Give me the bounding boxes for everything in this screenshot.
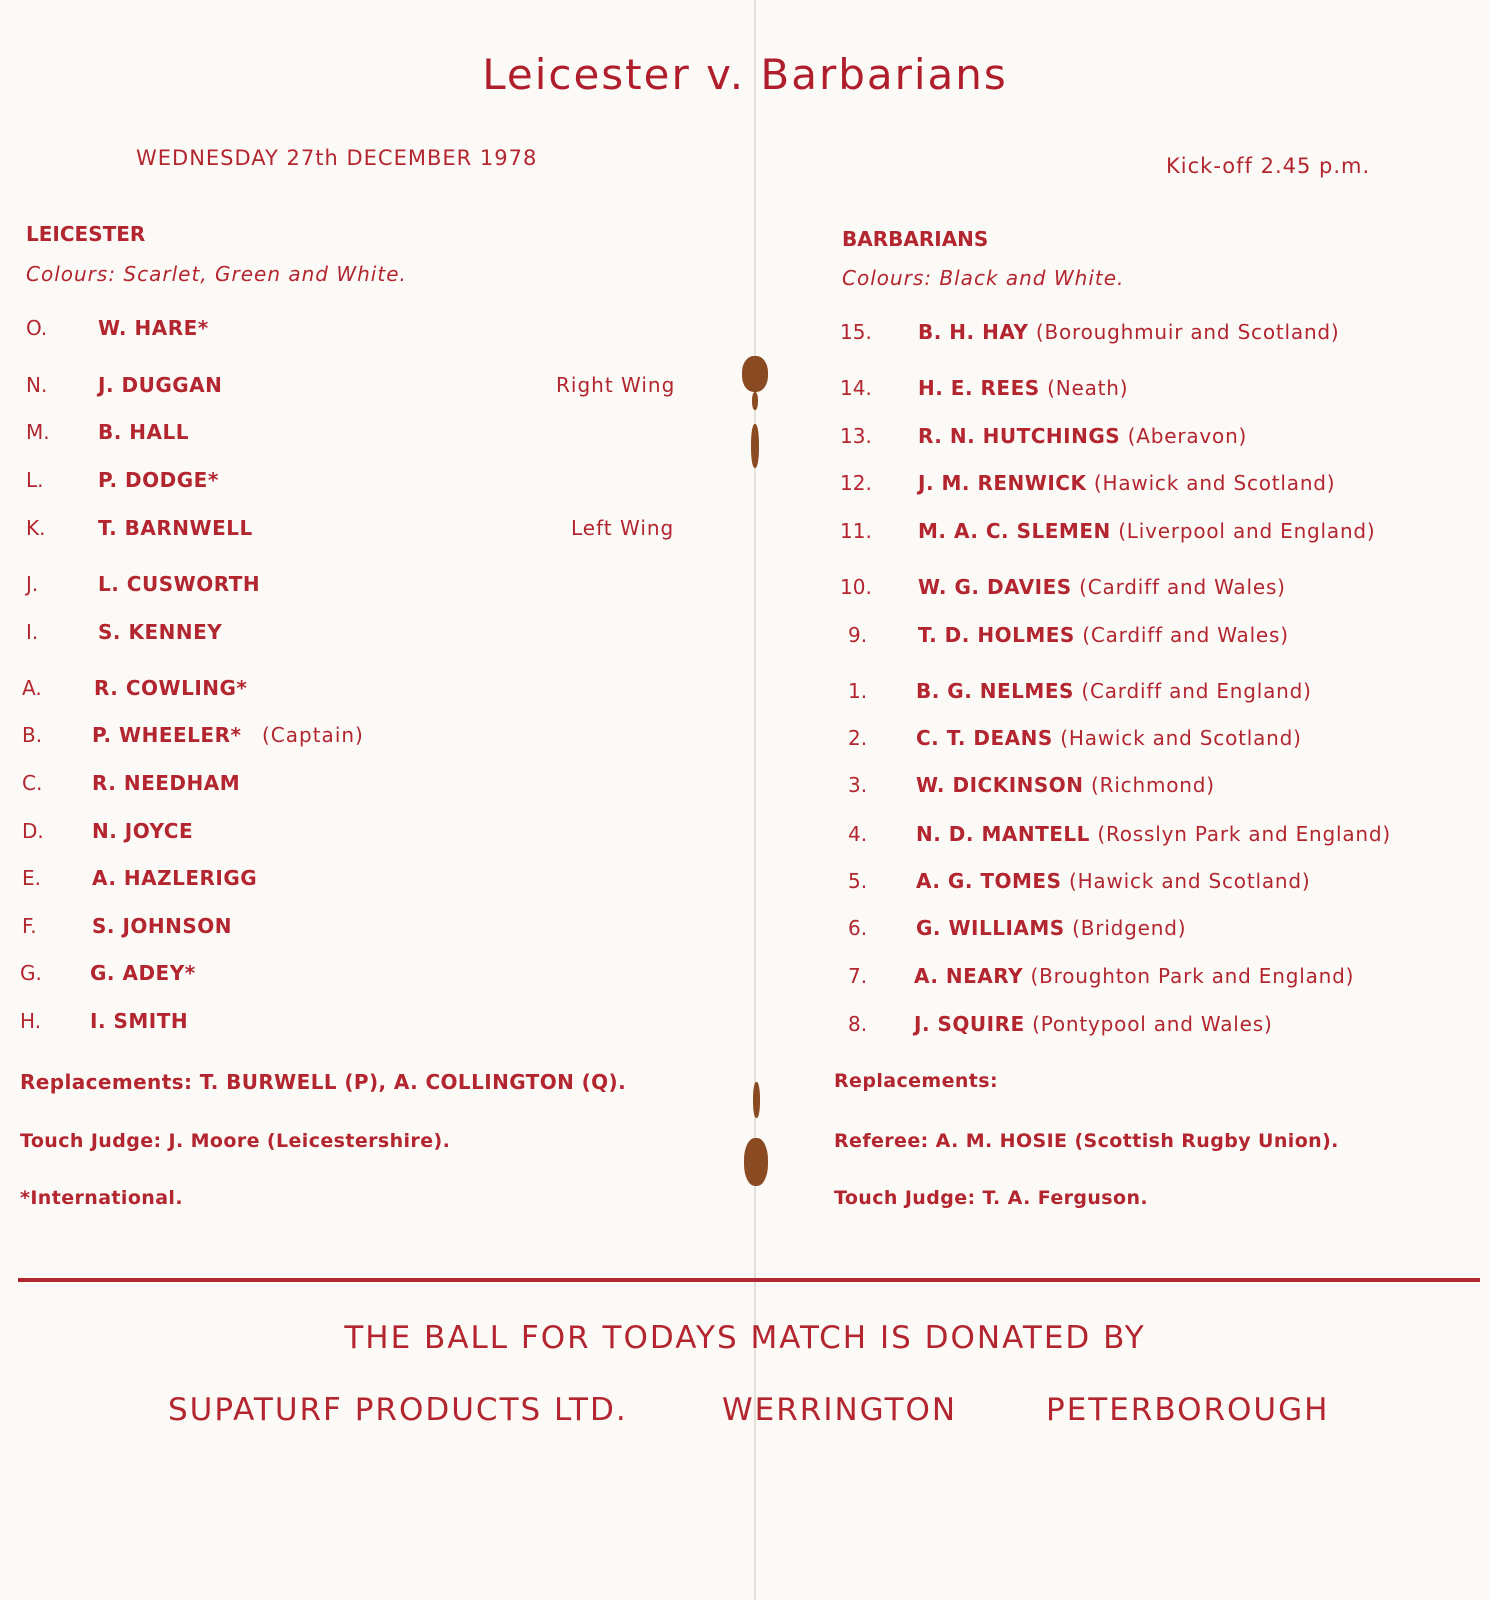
player-name [918, 575, 1286, 599]
player-name [916, 679, 1312, 703]
barbarians-player-row [838, 679, 1478, 709]
barbarians-colours: Colours: Black and White. [842, 266, 1125, 290]
player-position: B. [22, 723, 43, 747]
player-name-text: W. G. DAVIES [918, 575, 1072, 599]
player-position: O. [26, 316, 48, 340]
player-club: (Rosslyn Park and England) [1097, 822, 1392, 846]
player-position: K. [26, 516, 46, 540]
kickoff-time: Kick-off 2.45 p.m. [1166, 154, 1371, 178]
leicester-player-row [20, 961, 720, 991]
player-name [916, 916, 1186, 940]
player-name-text: J. SQUIRE [914, 1012, 1025, 1036]
player-number: 2. [848, 726, 868, 750]
player-position: D. [22, 819, 44, 843]
barbarians-touch-judge: Touch Judge: T. A. Ferguson. [834, 1187, 1149, 1209]
player-name-text: N. D. MANTELL [916, 822, 1090, 846]
player-club: (Hawick and Scotland) [1060, 726, 1302, 750]
player-name: I. SMITH [90, 1009, 189, 1033]
player-position: J. [26, 572, 39, 596]
player-name-text: M. A. C. SLEMEN [918, 519, 1111, 543]
barbarians-player-row [840, 320, 1480, 350]
barbarians-player-row [840, 519, 1480, 549]
leicester-player-row [26, 516, 726, 546]
player-name-text: G. WILLIAMS [916, 916, 1065, 940]
player-name [918, 320, 1340, 344]
player-club: (Broughton Park and England) [1030, 964, 1355, 988]
player-name: R. COWLING* [94, 676, 248, 700]
player-name [914, 1012, 1273, 1036]
international-footnote: *International. [20, 1187, 183, 1209]
player-name: A. HAZLERIGG [92, 866, 258, 890]
player-number: 15. [840, 320, 872, 344]
fold-crease [754, 0, 756, 1600]
player-name: R. NEEDHAM [92, 771, 241, 795]
player-number: 7. [848, 964, 868, 988]
player-number: 6. [848, 916, 868, 940]
player-number: 13. [840, 424, 872, 448]
barbarians-player-row [838, 869, 1478, 899]
leicester-player-row [20, 1009, 720, 1039]
player-note: Right Wing [556, 373, 676, 397]
leicester-colours: Colours: Scarlet, Green and White. [26, 262, 407, 286]
player-position: I. [26, 620, 39, 644]
player-name: N. JOYCE [92, 819, 194, 843]
staple-bottom [744, 1138, 768, 1186]
barbarians-player-row [838, 916, 1478, 946]
player-number: 9. [848, 623, 868, 647]
leicester-player-row [26, 316, 726, 346]
player-number: 5. [848, 869, 868, 893]
player-club: (Richmond) [1091, 773, 1215, 797]
divider-rule [18, 1278, 1480, 1282]
leicester-player-row [22, 819, 722, 849]
leicester-player-row [22, 866, 722, 896]
leicester-player-row [22, 723, 722, 753]
referee: Referee: A. M. HOSIE (Scottish Rugby Union). [834, 1130, 1339, 1152]
player-club: (Pontypool and Wales) [1032, 1012, 1273, 1036]
barbarians-player-row [840, 471, 1480, 501]
barbarians-player-row [840, 623, 1480, 653]
leicester-player-row [26, 468, 726, 498]
player-position: N. [26, 373, 48, 397]
match-title: Leicester v. Barbarians [482, 50, 1008, 99]
player-name [914, 964, 1354, 988]
player-name [918, 424, 1247, 448]
player-number: 4. [848, 822, 868, 846]
staple-top-leg [752, 392, 758, 410]
player-name-text: C. T. DEANS [916, 726, 1053, 750]
barbarians-player-row [838, 773, 1478, 803]
player-name: P. WHEELER* [92, 723, 242, 747]
player-name [916, 869, 1310, 893]
barbarians-player-row [838, 726, 1478, 756]
player-club: (Cardiff and Wales) [1079, 575, 1286, 599]
leicester-player-row [22, 914, 722, 944]
player-name [918, 623, 1289, 647]
barbarians-player-row [840, 376, 1480, 406]
player-number: 12. [840, 471, 872, 495]
player-name: S. JOHNSON [92, 914, 233, 938]
barbarians-replacements: Replacements: [834, 1070, 999, 1092]
player-name [916, 822, 1391, 846]
player-club: (Cardiff and England) [1081, 679, 1312, 703]
player-name: B. HALL [98, 420, 190, 444]
leicester-player-row [26, 620, 726, 650]
player-note: Left Wing [571, 516, 675, 540]
staple-bottom-leg [753, 1082, 760, 1118]
player-name [916, 773, 1215, 797]
donation-notice: THE BALL FOR TODAYS MATCH IS DONATED BY [344, 1320, 1146, 1356]
player-club: (Bridgend) [1072, 916, 1187, 940]
player-club: (Boroughmuir and Scotland) [1035, 320, 1340, 344]
player-note: (Captain) [262, 723, 364, 747]
player-name [916, 726, 1302, 750]
leicester-player-row [22, 676, 722, 706]
player-name-text: W. DICKINSON [916, 773, 1084, 797]
player-position: A. [22, 676, 42, 700]
player-number: 1. [848, 679, 868, 703]
player-name: P. DODGE* [98, 468, 219, 492]
sponsor-company: SUPATURF PRODUCTS LTD. [168, 1392, 628, 1428]
player-name [918, 519, 1376, 543]
staple-mid [751, 424, 759, 468]
staple-top [742, 356, 768, 392]
player-position: E. [22, 866, 41, 890]
player-name: T. BARNWELL [98, 516, 253, 540]
leicester-touch-judge: Touch Judge: J. Moore (Leicestershire). [20, 1130, 451, 1152]
barbarians-player-row [840, 575, 1480, 605]
match-date: WEDNESDAY 27th DECEMBER 1978 [136, 146, 538, 170]
player-club: (Hawick and Scotland) [1093, 471, 1336, 495]
player-number: 14. [840, 376, 872, 400]
player-name-text: J. M. RENWICK [918, 471, 1087, 495]
leicester-team-name: LEICESTER [26, 222, 146, 246]
barbarians-player-row [840, 424, 1480, 454]
sponsor-place-werrington: WERRINGTON [722, 1392, 958, 1428]
player-name-text: A. NEARY [914, 964, 1024, 988]
barbarians-player-row [838, 964, 1478, 994]
sponsor-place-peterborough: PETERBOROUGH [1046, 1392, 1330, 1428]
player-name-text: B. H. HAY [918, 320, 1029, 344]
player-club: (Aberavon) [1127, 424, 1248, 448]
leicester-player-row [22, 771, 722, 801]
leicester-player-row [26, 572, 726, 602]
player-name-text: R. N. HUTCHINGS [918, 424, 1121, 448]
player-name-text: B. G. NELMES [916, 679, 1074, 703]
player-position: H. [20, 1009, 42, 1033]
player-name: W. HARE* [98, 316, 209, 340]
player-name: S. KENNEY [98, 620, 223, 644]
player-name-text: H. E. REES [918, 376, 1040, 400]
player-position: L. [26, 468, 44, 492]
barbarians-team-name: BARBARIANS [842, 227, 989, 251]
player-position: M. [26, 420, 50, 444]
player-number: 11. [840, 519, 872, 543]
leicester-player-row [26, 420, 726, 450]
player-position: F. [22, 914, 37, 938]
player-number: 8. [848, 1012, 868, 1036]
player-name-text: A. G. TOMES [916, 869, 1062, 893]
player-club: (Liverpool and England) [1118, 519, 1376, 543]
barbarians-player-row [838, 1012, 1478, 1042]
player-club: (Cardiff and Wales) [1082, 623, 1289, 647]
player-name [918, 376, 1128, 400]
player-position: G. [20, 961, 42, 985]
player-club: (Hawick and Scotland) [1068, 869, 1311, 893]
player-number: 3. [848, 773, 868, 797]
player-position: C. [22, 771, 43, 795]
barbarians-player-row [838, 822, 1478, 852]
player-number: 10. [840, 575, 872, 599]
player-name: J. DUGGAN [98, 373, 223, 397]
player-name [918, 471, 1335, 495]
leicester-replacements: Replacements: T. BURWELL (P), A. COLLINGTON (Q). [20, 1070, 627, 1094]
player-club: (Neath) [1047, 376, 1129, 400]
player-name: G. ADEY* [90, 961, 196, 985]
player-name-text: T. D. HOLMES [918, 623, 1075, 647]
leicester-player-row [26, 373, 726, 403]
player-name: L. CUSWORTH [98, 572, 261, 596]
